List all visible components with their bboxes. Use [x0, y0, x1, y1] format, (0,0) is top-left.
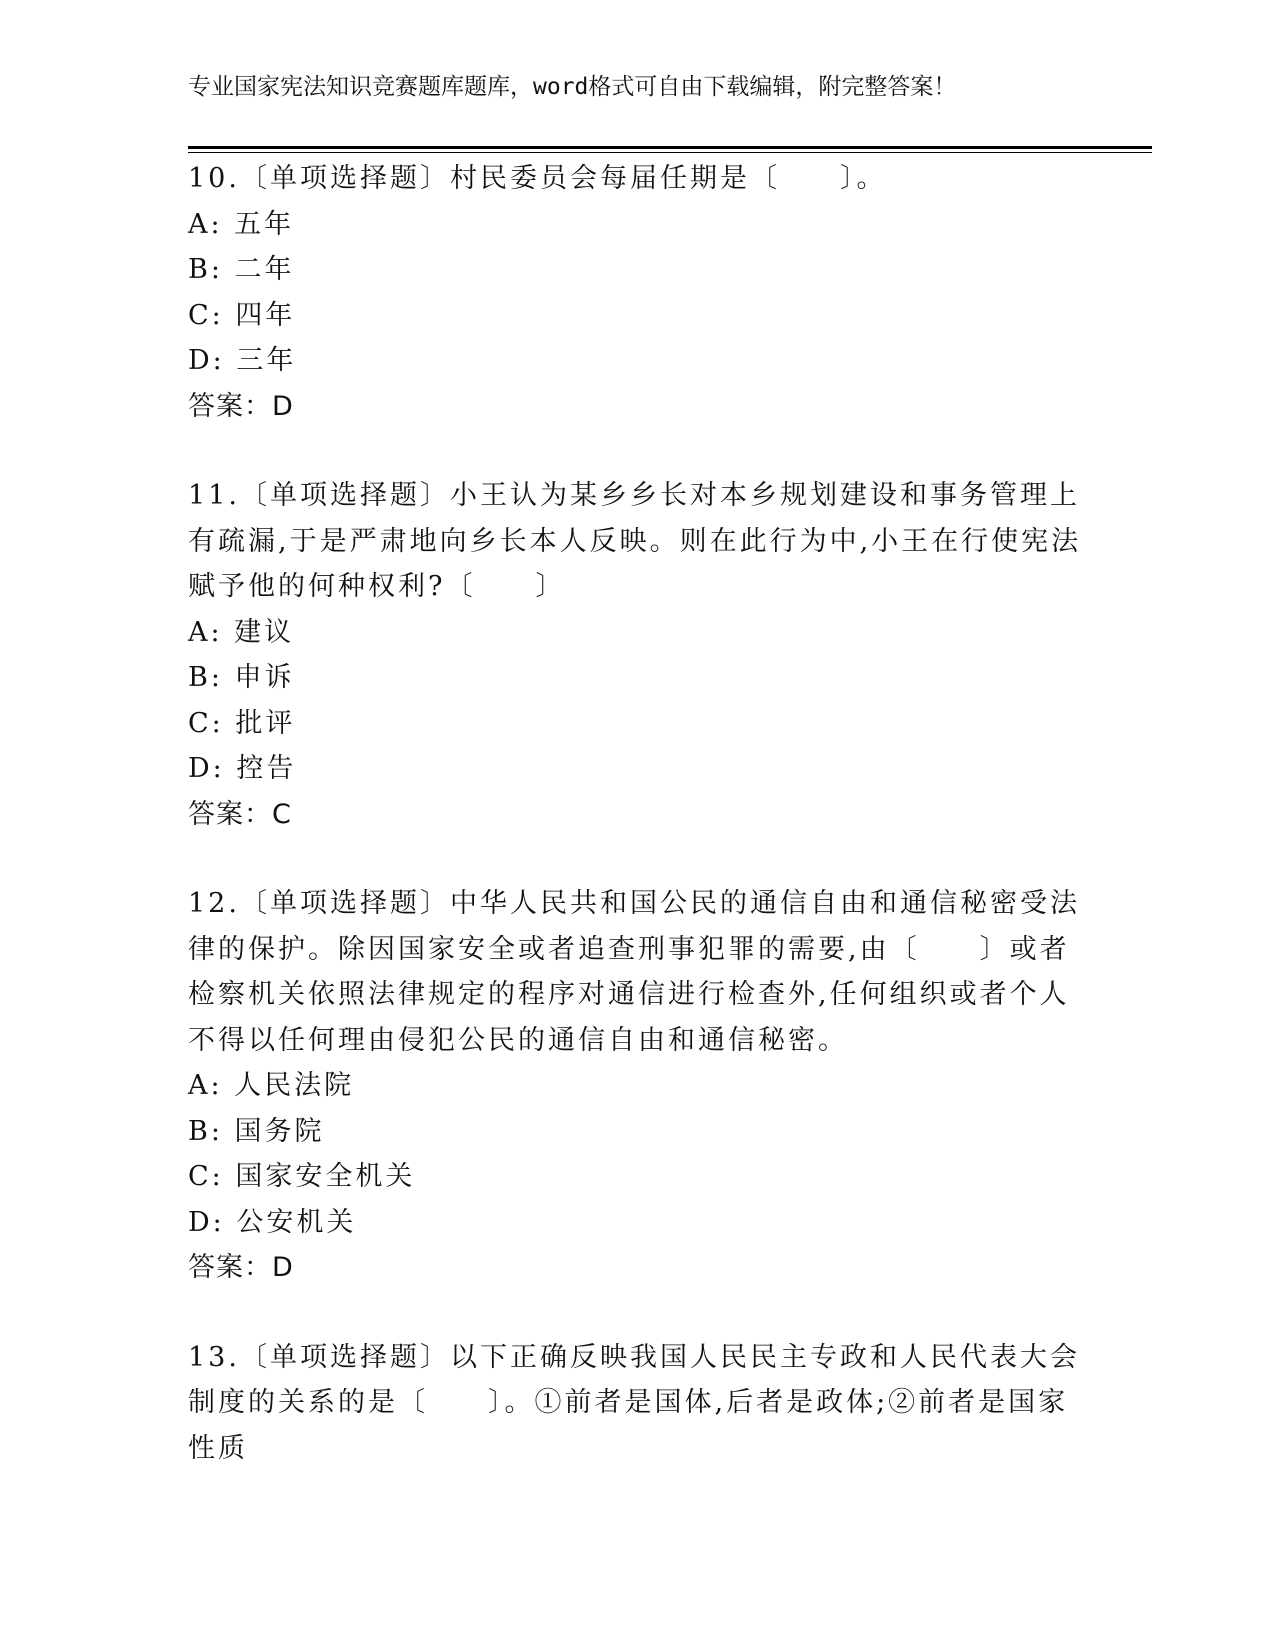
- question-10: [188, 156, 1088, 429]
- option-c: C: 批评: [188, 707, 296, 739]
- question-text: 12.〔单项选择题〕中华人民共和国公民的通信自由和通信秘密受法律的保护。除因国家安全或者追查刑事犯罪的需要,由〔 〕或者检察机关依照法律规定的程序对通信进行检查外,任何组织或者个人不得以任何理由侵犯公民的通信自由和通信秘密。: [188, 888, 1080, 1056]
- question-list: [188, 156, 1088, 1515]
- question-11: [188, 473, 1088, 837]
- option-a: A: 五年: [188, 208, 295, 240]
- answer: 答案：D: [188, 1252, 294, 1283]
- option-b: B: 国务院: [188, 1115, 325, 1147]
- option-b: B: 申诉: [188, 662, 295, 693]
- option-d: D: 三年: [188, 345, 297, 376]
- question-text: 11.〔单项选择题〕小王认为某乡乡长对本乡规划建设和事务管理上有疏漏,于是严肃地向乡长本人反映。则在此行为中,小王在行使宪法赋予他的何种权利?〔 〕: [188, 480, 1082, 602]
- question-text: 10.〔单项选择题〕村民委员会每届任期是〔 〕。: [188, 163, 887, 194]
- option-c: C: 国家安全机关: [188, 1161, 416, 1192]
- question-12: [188, 881, 1088, 1291]
- option-d: D: 公安机关: [188, 1206, 357, 1238]
- option-a: A: 建议: [188, 616, 295, 648]
- header-rule-thin: [188, 152, 1152, 153]
- question-text: 13.〔单项选择题〕以下正确反映我国人民民主专政和人民代表大会制度的关系的是〔 〕。①前者是国体,后者是政体;②前者是国家性质: [188, 1341, 1080, 1464]
- answer: 答案：D: [188, 390, 294, 422]
- option-a: A: 人民法院: [188, 1070, 355, 1101]
- option-c: C: 四年: [188, 299, 296, 331]
- page-header: 专业国家宪法知识竞赛题库题库，word格式可自由下载编辑，附完整答案！: [188, 74, 957, 100]
- header-rule-thick: [188, 146, 1152, 149]
- option-b: B: 二年: [188, 254, 295, 285]
- question-13: [188, 1335, 1088, 1472]
- answer: 答案：C: [188, 798, 292, 830]
- option-d: D: 控告: [188, 753, 297, 784]
